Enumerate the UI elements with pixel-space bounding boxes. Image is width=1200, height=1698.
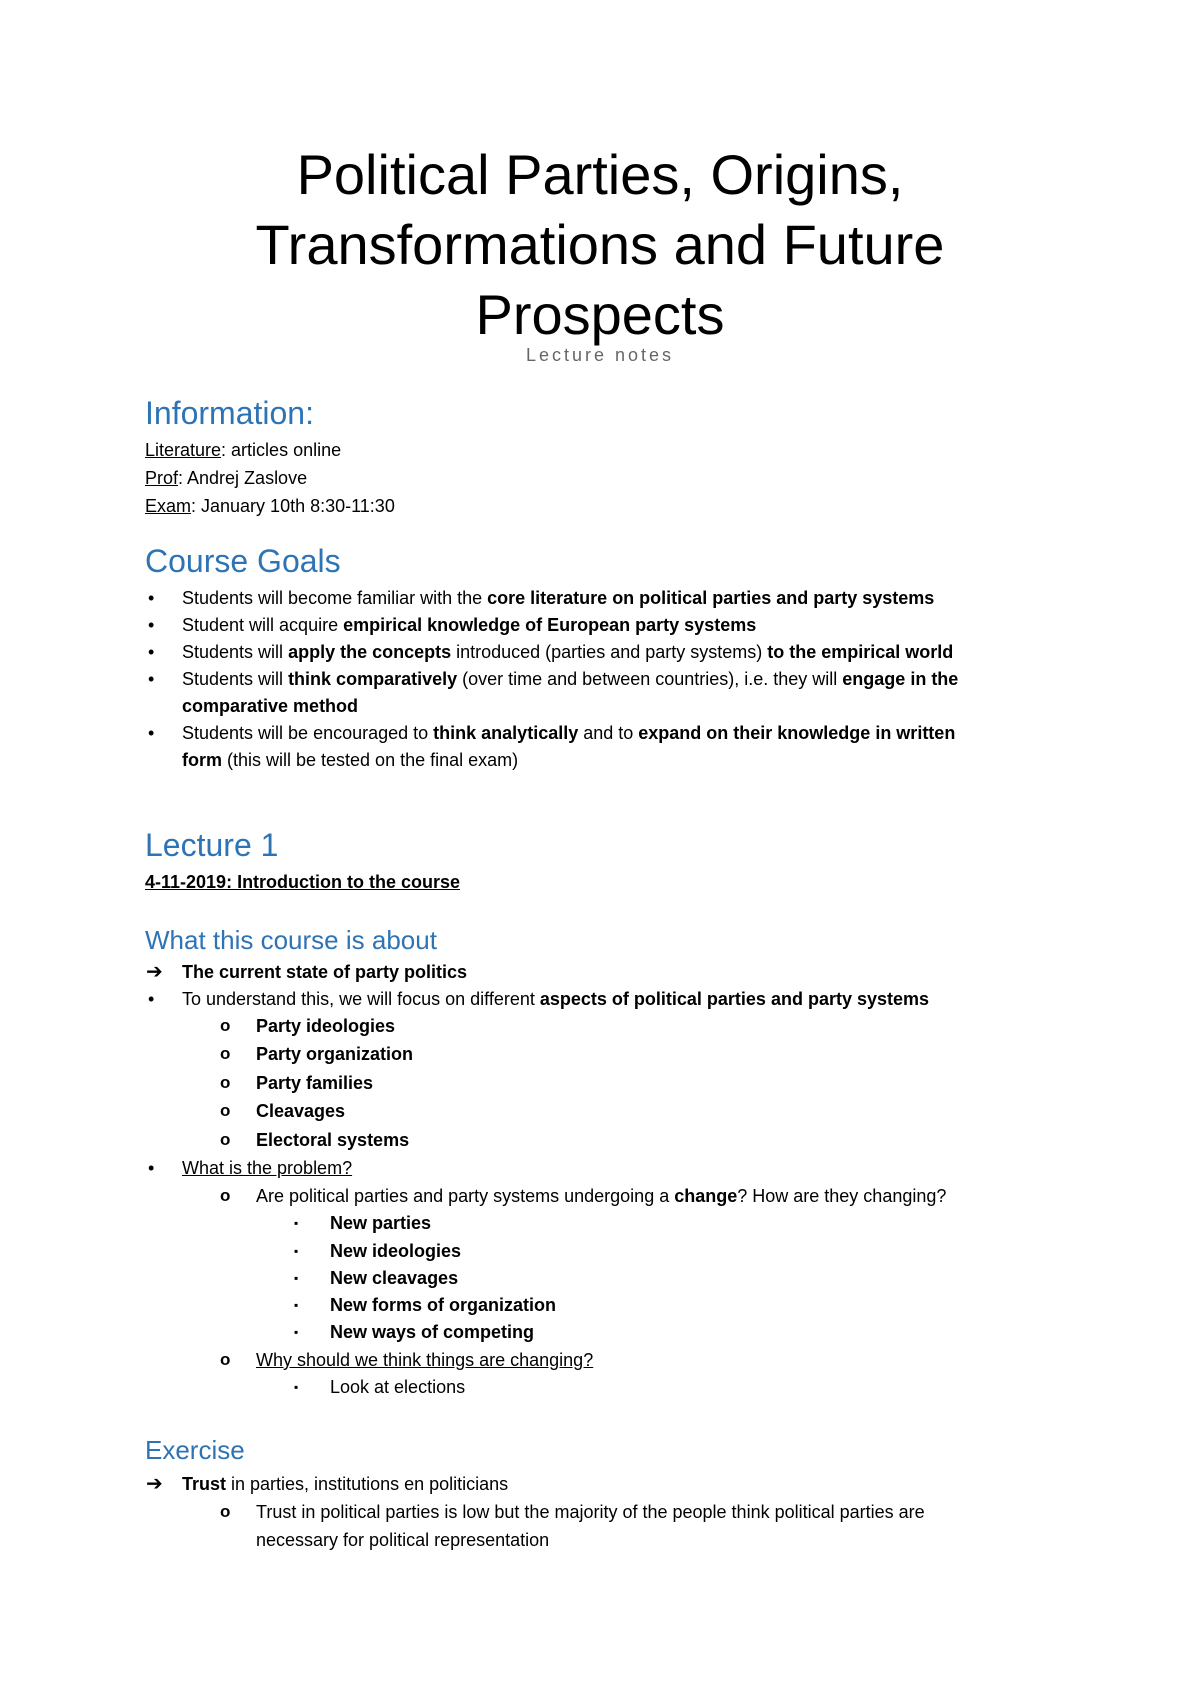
exercise-sub-item: Trust in political parties is low but the majority of the people think political parties are xyxy=(256,1502,925,1522)
aspect-item: Party organization xyxy=(256,1044,414,1064)
lecture-1-date: 4-11-2019: Introduction to the course xyxy=(145,872,461,892)
goal-3-text-2: introduced (parties and party systems) xyxy=(451,642,768,662)
title-line-1: Political Parties, Origins, xyxy=(296,143,904,206)
exercise-sub-item-continued: necessary for political representation xyxy=(256,1530,550,1550)
circle-marker: o xyxy=(220,1073,231,1092)
goal-5-bold-2: expand on their knowledge in written xyxy=(638,723,956,743)
change-question xyxy=(256,1184,946,1208)
goal-3-bold: apply the concepts xyxy=(288,642,452,662)
exercise-arrow-item xyxy=(182,1472,508,1496)
information-heading: Information: xyxy=(145,395,314,431)
circle-marker: o xyxy=(220,1350,231,1369)
circle-marker: o xyxy=(220,1016,231,1035)
square-marker: ▪ xyxy=(294,1298,299,1312)
goal-5-continued xyxy=(182,748,518,772)
focus-text: To understand this, we will focus on different xyxy=(182,989,540,1009)
goal-5-text: Students will be encouraged to xyxy=(182,723,434,743)
arrow-icon: ➔ xyxy=(146,1473,163,1495)
goal-2 xyxy=(182,613,756,637)
trust-text: in parties, institutions en politicians xyxy=(226,1474,509,1494)
what-about-heading: What this course is about xyxy=(145,925,437,955)
change-item: New ways of competing xyxy=(330,1322,535,1342)
goal-2-text: Student will acquire xyxy=(182,615,344,635)
change-item: New parties xyxy=(330,1213,432,1233)
literature-line xyxy=(145,438,341,462)
focus-bullet xyxy=(182,987,929,1011)
aspect-item: Party ideologies xyxy=(256,1016,396,1036)
circle-marker: o xyxy=(220,1130,231,1149)
goal-4-text-2: (over time and between countries), i.e. they will xyxy=(457,669,843,689)
literature-label: Literature xyxy=(145,440,222,460)
exam-value: : January 10th 8:30-11:30 xyxy=(191,496,395,516)
square-marker: ▪ xyxy=(294,1216,299,1230)
goal-1 xyxy=(182,586,934,610)
change-item: New forms of organization xyxy=(330,1295,557,1315)
bullet-marker: • xyxy=(148,723,155,743)
goal-3-bold-2: to the empirical world xyxy=(767,642,954,662)
goal-5-text-2: and to xyxy=(578,723,639,743)
goal-4-bold: think comparatively xyxy=(288,669,458,689)
change-text-2: ? How are they changing? xyxy=(737,1186,947,1206)
problem-question: What is the problem? xyxy=(182,1158,353,1178)
bullet-marker: • xyxy=(148,669,155,689)
goal-4-bold-2: engage in the xyxy=(842,669,959,689)
goal-4-bold-3: comparative method xyxy=(182,696,359,716)
goal-5 xyxy=(182,721,955,745)
prof-value: : Andrej Zaslove xyxy=(178,468,308,488)
goal-5-bold: think analytically xyxy=(433,723,579,743)
literature-value: : articles online xyxy=(221,440,342,460)
exam-line xyxy=(145,494,395,518)
bullet-marker: • xyxy=(148,588,155,608)
bullet-marker: • xyxy=(148,1158,155,1178)
change-text: Are political parties and party systems undergoing a xyxy=(256,1186,675,1206)
circle-marker: o xyxy=(220,1186,231,1205)
look-at-elections: Look at elections xyxy=(330,1377,466,1397)
aspect-item: Electoral systems xyxy=(256,1130,410,1150)
aspect-item: Cleavages xyxy=(256,1101,346,1121)
why-question: Why should we think things are changing? xyxy=(256,1350,594,1370)
goal-2-bold: empirical knowledge of European party systems xyxy=(343,615,757,635)
prof-line xyxy=(145,466,307,490)
square-marker: ▪ xyxy=(294,1380,299,1394)
square-marker: ▪ xyxy=(294,1271,299,1285)
prof-label: Prof xyxy=(145,468,179,488)
goal-4 xyxy=(182,667,958,691)
goal-3 xyxy=(182,640,953,664)
lecture-1-heading: Lecture 1 xyxy=(145,827,279,863)
circle-marker: o xyxy=(220,1502,231,1521)
goal-1-text: Students will become familiar with the xyxy=(182,588,488,608)
square-marker: ▪ xyxy=(294,1244,299,1258)
exam-label: Exam xyxy=(145,496,192,516)
goal-3-text: Students will xyxy=(182,642,289,662)
goal-4-continued xyxy=(182,694,358,718)
circle-marker: o xyxy=(220,1044,231,1063)
focus-bold: aspects of political parties and party systems xyxy=(539,989,930,1009)
arrow-item-party-politics: The current state of party politics xyxy=(182,962,468,982)
goal-5-bold-3: form xyxy=(182,750,222,770)
goal-4-text: Students will xyxy=(182,669,289,689)
bullet-marker: • xyxy=(148,989,155,1009)
course-goals-heading: Course Goals xyxy=(145,543,341,579)
square-marker: ▪ xyxy=(294,1325,299,1339)
change-item: New cleavages xyxy=(330,1268,459,1288)
document-subtitle: Lecture notes xyxy=(525,345,675,365)
change-item: New ideologies xyxy=(330,1241,462,1261)
exercise-heading: Exercise xyxy=(145,1435,245,1465)
title-line-3: Prospects xyxy=(475,283,725,346)
bullet-marker: • xyxy=(148,642,155,662)
goal-1-bold: core literature on political parties and party systems xyxy=(487,588,935,608)
bullet-marker: • xyxy=(148,615,155,635)
arrow-icon: ➔ xyxy=(146,961,163,983)
change-bold: change xyxy=(674,1186,738,1206)
document-title xyxy=(0,140,1200,350)
trust-bold: Trust xyxy=(182,1474,227,1494)
title-line-2: Transformations and Future xyxy=(255,213,945,276)
circle-marker: o xyxy=(220,1101,231,1120)
goal-5-text-3: (this will be tested on the final exam) xyxy=(222,750,519,770)
aspect-item: Party families xyxy=(256,1073,374,1093)
